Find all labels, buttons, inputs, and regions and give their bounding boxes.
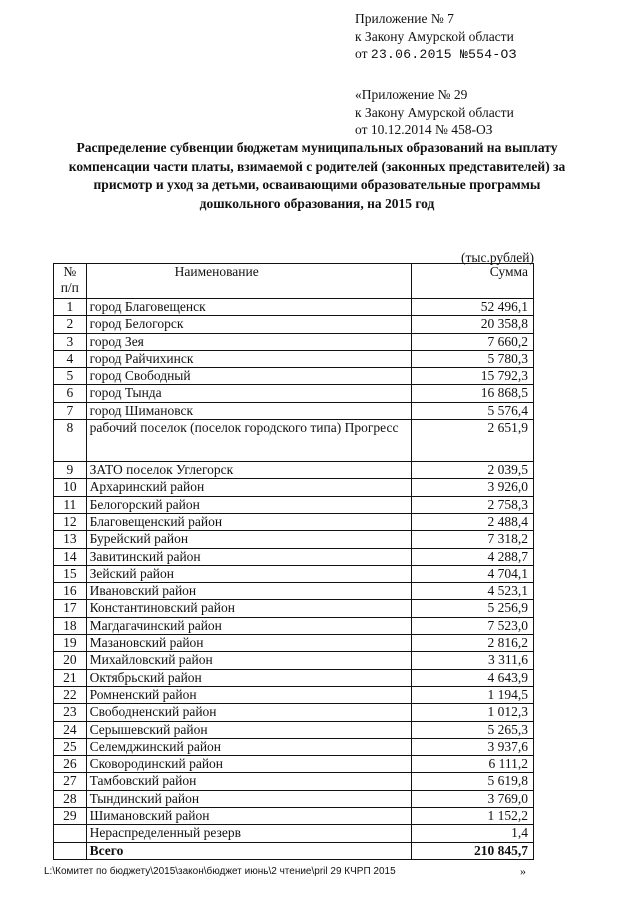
row-number: 9 bbox=[54, 462, 87, 479]
row-name: Шимановский район bbox=[86, 808, 411, 825]
row-number: 3 bbox=[54, 333, 87, 350]
row-number: 26 bbox=[54, 756, 87, 773]
row-name: Белогорский район bbox=[86, 496, 411, 513]
table-row bbox=[54, 420, 534, 462]
row-name: Селемджинский район bbox=[86, 738, 411, 755]
table-row bbox=[54, 513, 534, 530]
row-sum: 5 619,8 bbox=[411, 773, 533, 790]
row-sum: 3 769,0 bbox=[411, 790, 533, 807]
row-name: Сковородинский район bbox=[86, 756, 411, 773]
row-name: Благовещенский район bbox=[86, 513, 411, 530]
total-sum: 210 845,7 bbox=[411, 842, 533, 859]
document-title: Распределение субвенции бюджетам муниципальных образований на выплату компенсации части платы, взимаемой с родителей (законных представителей) за присмотр и уход за детьми, осваивающими образовательные программы дошкольного образования, на 2015 год bbox=[68, 140, 566, 211]
row-number: 11 bbox=[54, 496, 87, 513]
row-number: 25 bbox=[54, 738, 87, 755]
row-name: Архаринский район bbox=[86, 479, 411, 496]
row-name: Зейский район bbox=[86, 565, 411, 582]
table-row bbox=[54, 548, 534, 565]
row-name: город Тында bbox=[86, 385, 411, 402]
row-number: 12 bbox=[54, 513, 87, 530]
table-row bbox=[54, 808, 534, 825]
row-sum: 4 704,1 bbox=[411, 565, 533, 582]
table-row bbox=[54, 385, 534, 402]
row-number: 4 bbox=[54, 350, 87, 367]
row-name: город Шимановск bbox=[86, 402, 411, 419]
row-number: 2 bbox=[54, 316, 87, 333]
row-number: 17 bbox=[54, 600, 87, 617]
row-sum: 2 039,5 bbox=[411, 462, 533, 479]
row-name: Ивановский район bbox=[86, 583, 411, 600]
total-name: Всего bbox=[86, 842, 411, 859]
total-number bbox=[54, 842, 87, 859]
appendix-current-date-stamp: 23.06.2015 №554-ОЗ bbox=[370, 47, 517, 62]
row-number: 16 bbox=[54, 583, 87, 600]
reserve-row bbox=[54, 825, 534, 842]
table-row bbox=[54, 686, 534, 703]
table-row bbox=[54, 721, 534, 738]
row-name: Тамбовский район bbox=[86, 773, 411, 790]
table-row bbox=[54, 669, 534, 686]
row-name: Бурейский район bbox=[86, 531, 411, 548]
appendix-original-line1: «Приложение № 29 bbox=[355, 87, 468, 102]
appendix-current-line2: к Закону Амурской области bbox=[355, 28, 514, 44]
table-row bbox=[54, 368, 534, 385]
row-sum: 2 651,9 bbox=[411, 420, 533, 462]
row-name: рабочий поселок (поселок городского типа) Прогресс bbox=[86, 420, 411, 462]
row-sum: 4 643,9 bbox=[411, 669, 533, 686]
row-number: 1 bbox=[54, 299, 87, 316]
row-name: город Зея bbox=[86, 333, 411, 350]
row-sum: 3 937,6 bbox=[411, 738, 533, 755]
row-sum: 2 816,2 bbox=[411, 635, 533, 652]
table-row bbox=[54, 773, 534, 790]
row-sum: 5 780,3 bbox=[411, 350, 533, 367]
row-sum: 5 576,4 bbox=[411, 402, 533, 419]
table-row bbox=[54, 790, 534, 807]
header-num-line1: № bbox=[63, 264, 77, 279]
row-name: Октябрьский район bbox=[86, 669, 411, 686]
table-header-row bbox=[54, 264, 534, 299]
table-row bbox=[54, 350, 534, 367]
row-number: 5 bbox=[54, 368, 87, 385]
row-number: 8 bbox=[54, 420, 87, 462]
table-row bbox=[54, 600, 534, 617]
row-number: 13 bbox=[54, 531, 87, 548]
row-number: 20 bbox=[54, 652, 87, 669]
row-number: 23 bbox=[54, 704, 87, 721]
row-number: 7 bbox=[54, 402, 87, 419]
row-sum: 7 318,2 bbox=[411, 531, 533, 548]
header-num bbox=[54, 264, 87, 299]
row-number: 27 bbox=[54, 773, 87, 790]
footer-file-path: L:\Комитет по бюджету\2015\закон\бюджет июнь\2 чтение\pril 29 КЧРП 2015 bbox=[44, 866, 396, 877]
row-sum: 6 111,2 bbox=[411, 756, 533, 773]
row-sum: 1 194,5 bbox=[411, 686, 533, 703]
reserve-name: Нераспределенный резерв bbox=[86, 825, 411, 842]
row-number: 19 bbox=[54, 635, 87, 652]
row-name: Свободненский район bbox=[86, 704, 411, 721]
table-row bbox=[54, 496, 534, 513]
row-sum: 20 358,8 bbox=[411, 316, 533, 333]
row-sum: 3 926,0 bbox=[411, 479, 533, 496]
reserve-sum: 1,4 bbox=[411, 825, 533, 842]
table-row bbox=[54, 299, 534, 316]
row-sum: 1 012,3 bbox=[411, 704, 533, 721]
table-body bbox=[54, 299, 534, 860]
row-sum: 52 496,1 bbox=[411, 299, 533, 316]
row-number: 21 bbox=[54, 669, 87, 686]
row-name: город Благовещенск bbox=[86, 299, 411, 316]
header-name: Наименование bbox=[86, 264, 411, 299]
row-sum: 4 288,7 bbox=[411, 548, 533, 565]
row-number: 28 bbox=[54, 790, 87, 807]
table-row bbox=[54, 462, 534, 479]
table-row bbox=[54, 635, 534, 652]
table-row bbox=[54, 652, 534, 669]
row-number: 18 bbox=[54, 617, 87, 634]
reserve-number bbox=[54, 825, 87, 842]
units-label: (тыс.рублей) bbox=[461, 250, 534, 265]
appendix-current bbox=[355, 10, 517, 64]
row-number: 29 bbox=[54, 808, 87, 825]
row-name: Тындинский район bbox=[86, 790, 411, 807]
row-name: Ромненский район bbox=[86, 686, 411, 703]
row-name: город Райчихинск bbox=[86, 350, 411, 367]
row-sum: 3 311,6 bbox=[411, 652, 533, 669]
subvention-table bbox=[53, 263, 534, 860]
appendix-current-line1: Приложение № 7 bbox=[355, 11, 454, 26]
row-sum: 2 758,3 bbox=[411, 496, 533, 513]
row-sum: 4 523,1 bbox=[411, 583, 533, 600]
row-number: 6 bbox=[54, 385, 87, 402]
row-name: Мазановский район bbox=[86, 635, 411, 652]
total-row bbox=[54, 842, 534, 859]
table-row bbox=[54, 402, 534, 419]
table-row bbox=[54, 565, 534, 582]
row-sum: 5 256,9 bbox=[411, 600, 533, 617]
table-row bbox=[54, 531, 534, 548]
row-sum: 5 265,3 bbox=[411, 721, 533, 738]
row-name: Михайловский район bbox=[86, 652, 411, 669]
row-sum: 16 868,5 bbox=[411, 385, 533, 402]
row-number: 15 bbox=[54, 565, 87, 582]
header-num-line2: п/п bbox=[60, 280, 79, 295]
footer-closing-quote: » bbox=[520, 864, 526, 878]
table-row bbox=[54, 738, 534, 755]
row-name: Завитинский район bbox=[86, 548, 411, 565]
table-row bbox=[54, 479, 534, 496]
row-sum: 1 152,2 bbox=[411, 808, 533, 825]
appendix-current-date-prefix: от bbox=[355, 46, 368, 61]
table-row bbox=[54, 704, 534, 721]
row-name: Серышевский район bbox=[86, 721, 411, 738]
row-name: город Белогорск bbox=[86, 316, 411, 333]
table-row bbox=[54, 756, 534, 773]
row-sum: 7 523,0 bbox=[411, 617, 533, 634]
row-number: 10 bbox=[54, 479, 87, 496]
row-name: Константиновский район bbox=[86, 600, 411, 617]
row-sum: 15 792,3 bbox=[411, 368, 533, 385]
row-sum: 7 660,2 bbox=[411, 333, 533, 350]
row-name: ЗАТО поселок Углегорск bbox=[86, 462, 411, 479]
row-name: Магдагачинский район bbox=[86, 617, 411, 634]
row-number: 14 bbox=[54, 548, 87, 565]
header-sum: Сумма bbox=[411, 264, 533, 299]
row-sum: 2 488,4 bbox=[411, 513, 533, 530]
table-row bbox=[54, 333, 534, 350]
appendix-original bbox=[355, 86, 514, 139]
row-number: 22 bbox=[54, 686, 87, 703]
table-row bbox=[54, 583, 534, 600]
row-name: город Свободный bbox=[86, 368, 411, 385]
appendix-current-date bbox=[355, 45, 517, 64]
row-number: 24 bbox=[54, 721, 87, 738]
table-row bbox=[54, 617, 534, 634]
table-row bbox=[54, 316, 534, 333]
appendix-original-line3: от 10.12.2014 № 458-ОЗ bbox=[355, 122, 493, 137]
appendix-original-line2: к Закону Амурской области bbox=[355, 104, 514, 120]
